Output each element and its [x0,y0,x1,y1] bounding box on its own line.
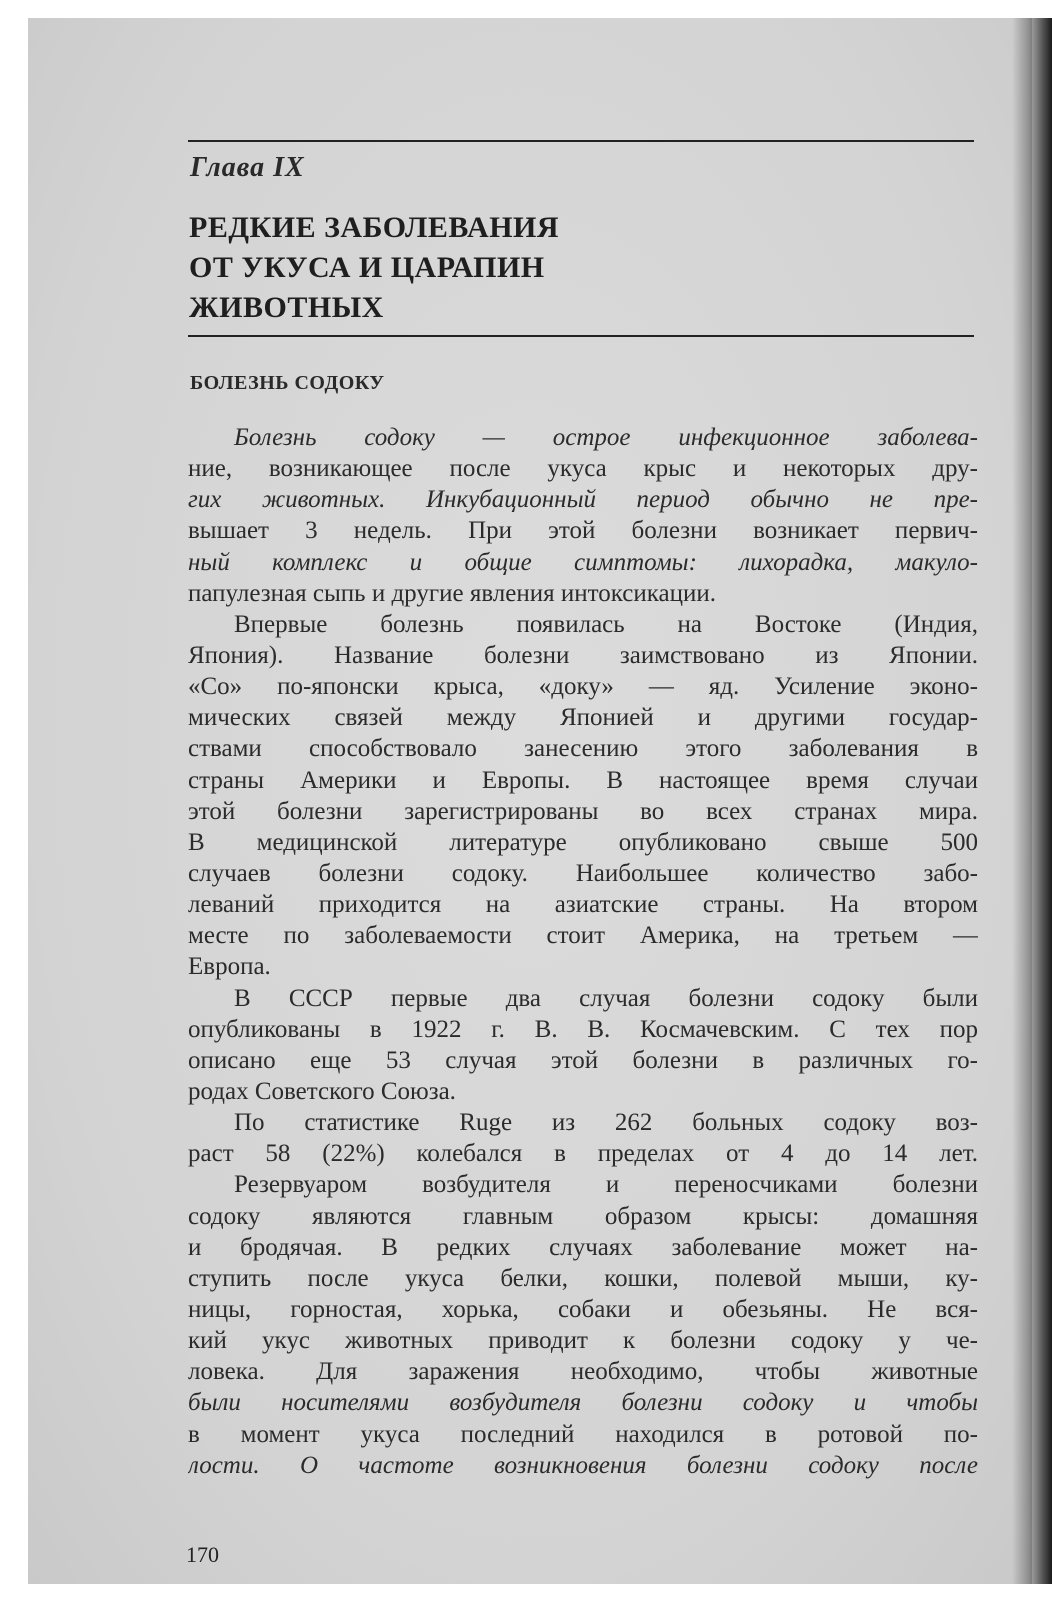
text-line: раст 58 (22%) колебался в пределах от 4 до 14 лет. [188,1140,978,1168]
text-line: опубликованы в 1922 г. В. В. Космачевским. С тех пор [188,1015,978,1043]
text-line: вышает 3 недель. При этой болезни возникает первич- [188,517,978,545]
text-line: и бродячая. В редких случаях заболевание может на- [188,1233,978,1261]
text-line: этой болезни зарегистрированы во всех странах мира. [188,797,978,825]
text-line: ный комплекс и общие симптомы: лихорадка, макуло- [188,548,978,576]
section-heading: БОЛЕЗНЬ СОДОКУ [190,372,385,394]
header-rule-bottom [188,335,974,337]
header-rule-top [188,140,974,142]
chapter-label: Глава IX [190,152,305,183]
text-line: Болезнь содоку — острое инфекционное заболева- [234,424,978,451]
text-line: ловека. Для заражения необходимо, чтобы животные [188,1358,978,1386]
text-line: леваний приходится на азиатские страны. На втором [188,891,978,919]
text-line: случаев болезни содоку. Наибольшее количество забо- [188,859,978,887]
text-line: лости. О частоте возникновения болезни содоку после [188,1451,978,1479]
text-line: ступить после укуса белки, кошки, полевой мыши, ку- [188,1264,978,1292]
page-number: 170 [186,1542,219,1567]
text-line: Впервые болезнь появилась на Востоке (Индия, [234,610,978,638]
chapter-title-line: ЖИВОТНЫХ [189,291,384,324]
text-line: гих животных. Инкубационный период обычно не пре- [188,486,978,514]
text-line: ние, возникающее после укуса крыс и некоторых дру- [188,455,978,483]
text-line: папулезная сыпь и другие явления интоксикации. [188,579,716,607]
book-spine-shadow [1012,18,1052,1584]
text-line: ствами способствовало занесению этого заболевания в [188,735,978,763]
text-line: были носителями возбудителя болезни содоку и чтобы [188,1389,978,1417]
chapter-title-line: РЕДКИЕ ЗАБОЛЕВАНИЯ [189,211,560,244]
text-line: мических связей между Японией и другими государ- [188,704,978,732]
text-line: Резервуаром возбудителя и переносчиками болезни [234,1171,978,1199]
text-line: В СССР первые два случая болезни содоку были [234,984,978,1012]
text-line: В медицинской литературе опубликовано свыше 500 [188,828,978,856]
body-text [188,422,978,1481]
chapter-title [189,208,949,328]
text-line: По статистике Ruge из 262 больных содоку воз- [234,1109,978,1137]
text-line: Япония). Название болезни заимствовано из Японии. [188,641,978,669]
text-line: родах Советского Союза. [188,1077,456,1105]
text-line: описано еще 53 случая этой болезни в различных го- [188,1046,978,1074]
text-line: «Со» по-японски крыса, «доку» — яд. Усиление эконо- [188,673,978,701]
text-line: в момент укуса последний находился в ротовой по- [188,1420,978,1448]
text-line: страны Америки и Европы. В настоящее время случаи [188,766,978,794]
chapter-title-line: ОТ УКУСА И ЦАРАПИН [189,251,545,284]
text-line: Европа. [188,953,271,981]
text-line: содоку являются главным образом крысы: домашняя [188,1202,978,1230]
text-line: ницы, горностая, хорька, собаки и обезьяны. Не вся- [188,1295,978,1323]
text-line: месте по заболеваемости стоит Америка, на третьем — [188,922,978,950]
text-line: кий укус животных приводит к болезни содоку у че- [188,1327,978,1355]
